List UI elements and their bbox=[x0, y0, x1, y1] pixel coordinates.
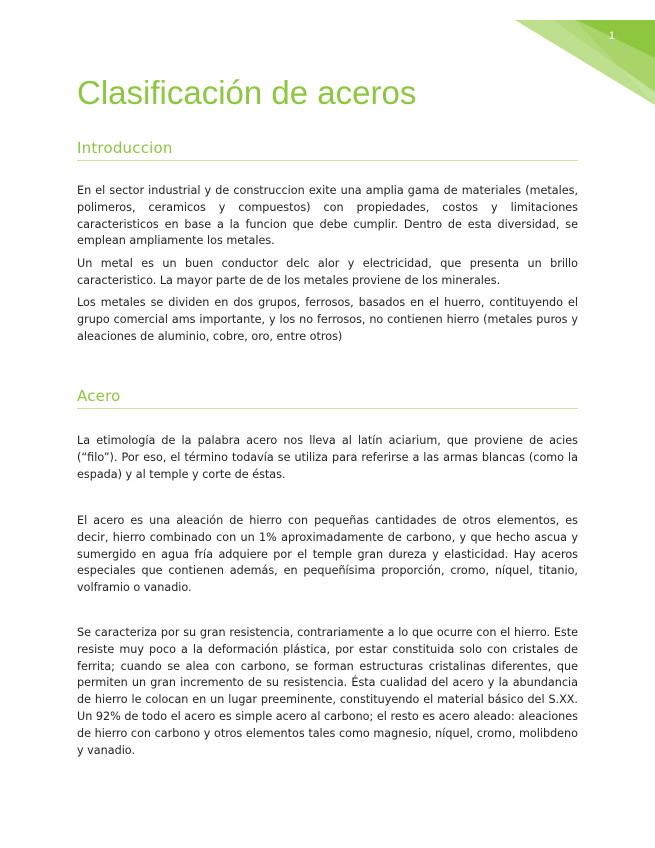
paragraph: El acero es una aleación de hierro con pequeñas cantidades de otros elementos, es decir, hierro combinado con un 1% aproximadamente de carbono, y que hecho ascua y sumergido en agua fría adquiere por el temple gran dureza y elasticidad. Hay aceros especiales que contienen además, en pequeñísima proporción, cromo, níquel, titanio, volframio o vanadio. bbox=[77, 514, 578, 595]
paragraph: En el sector industrial y de construccion exite una amplia gama de materiales (metales, polimeros, ceramicos y compuestos) con propiedades, costos y limitaciones caracteristicos en base a la funcion que debe cumplir. Dentro de esta diversidad, se emplean ampliamente los metales. bbox=[77, 184, 578, 248]
paragraph: La etimología de la palabra acero nos lleva al latín aciarium, que proviene de acies (“filo”). Por eso, el término todavía se utiliza para referirse a las armas blancas (como la espada) y al temple y corte de éstas. bbox=[77, 434, 578, 481]
paragraph: Los metales se dividen en dos grupos, ferrosos, basados en el huerro, contituyendo el grupo comercial ams importante, y los no ferrosos, no contienen hierro (metales puros y aleaciones de aluminio, cobre, oro, entre otros) bbox=[77, 296, 578, 343]
paragraph: Un metal es un buen conductor delc alor y electricidad, que presenta un brillo caracteristico. La mayor parte de de los metales proviene de los minerales. bbox=[77, 257, 578, 287]
section-heading-acero: Acero bbox=[77, 387, 578, 409]
page-title: Clasificación de aceros bbox=[77, 74, 417, 111]
paragraph: Se caracteriza por su gran resistencia, contrariamente a lo que ocurre con el hierro. Este resiste muy poco a la deformación plástica, por estar constituida solo con cristales de ferrita; cuando se alea con carbono, se forman estructuras cristalinas diferentes, que permiten un gran incremento de su resistencia. Ésta cualidad del acero y la abundancia de hierro le colocan en un lugar preeminente, constituyendo el material básico del S.XX. Un 92% de todo el acero es simple acero al carbono; el resto es acero aleado: aleaciones de hierro con carbono y otros elementos tales como magnesio, níquel, cromo, molibdeno y vanadio. bbox=[77, 626, 578, 757]
section-heading-introduccion: Introduccion bbox=[77, 139, 578, 161]
page-number: 1 bbox=[608, 30, 615, 42]
corner-decoration bbox=[515, 0, 655, 105]
